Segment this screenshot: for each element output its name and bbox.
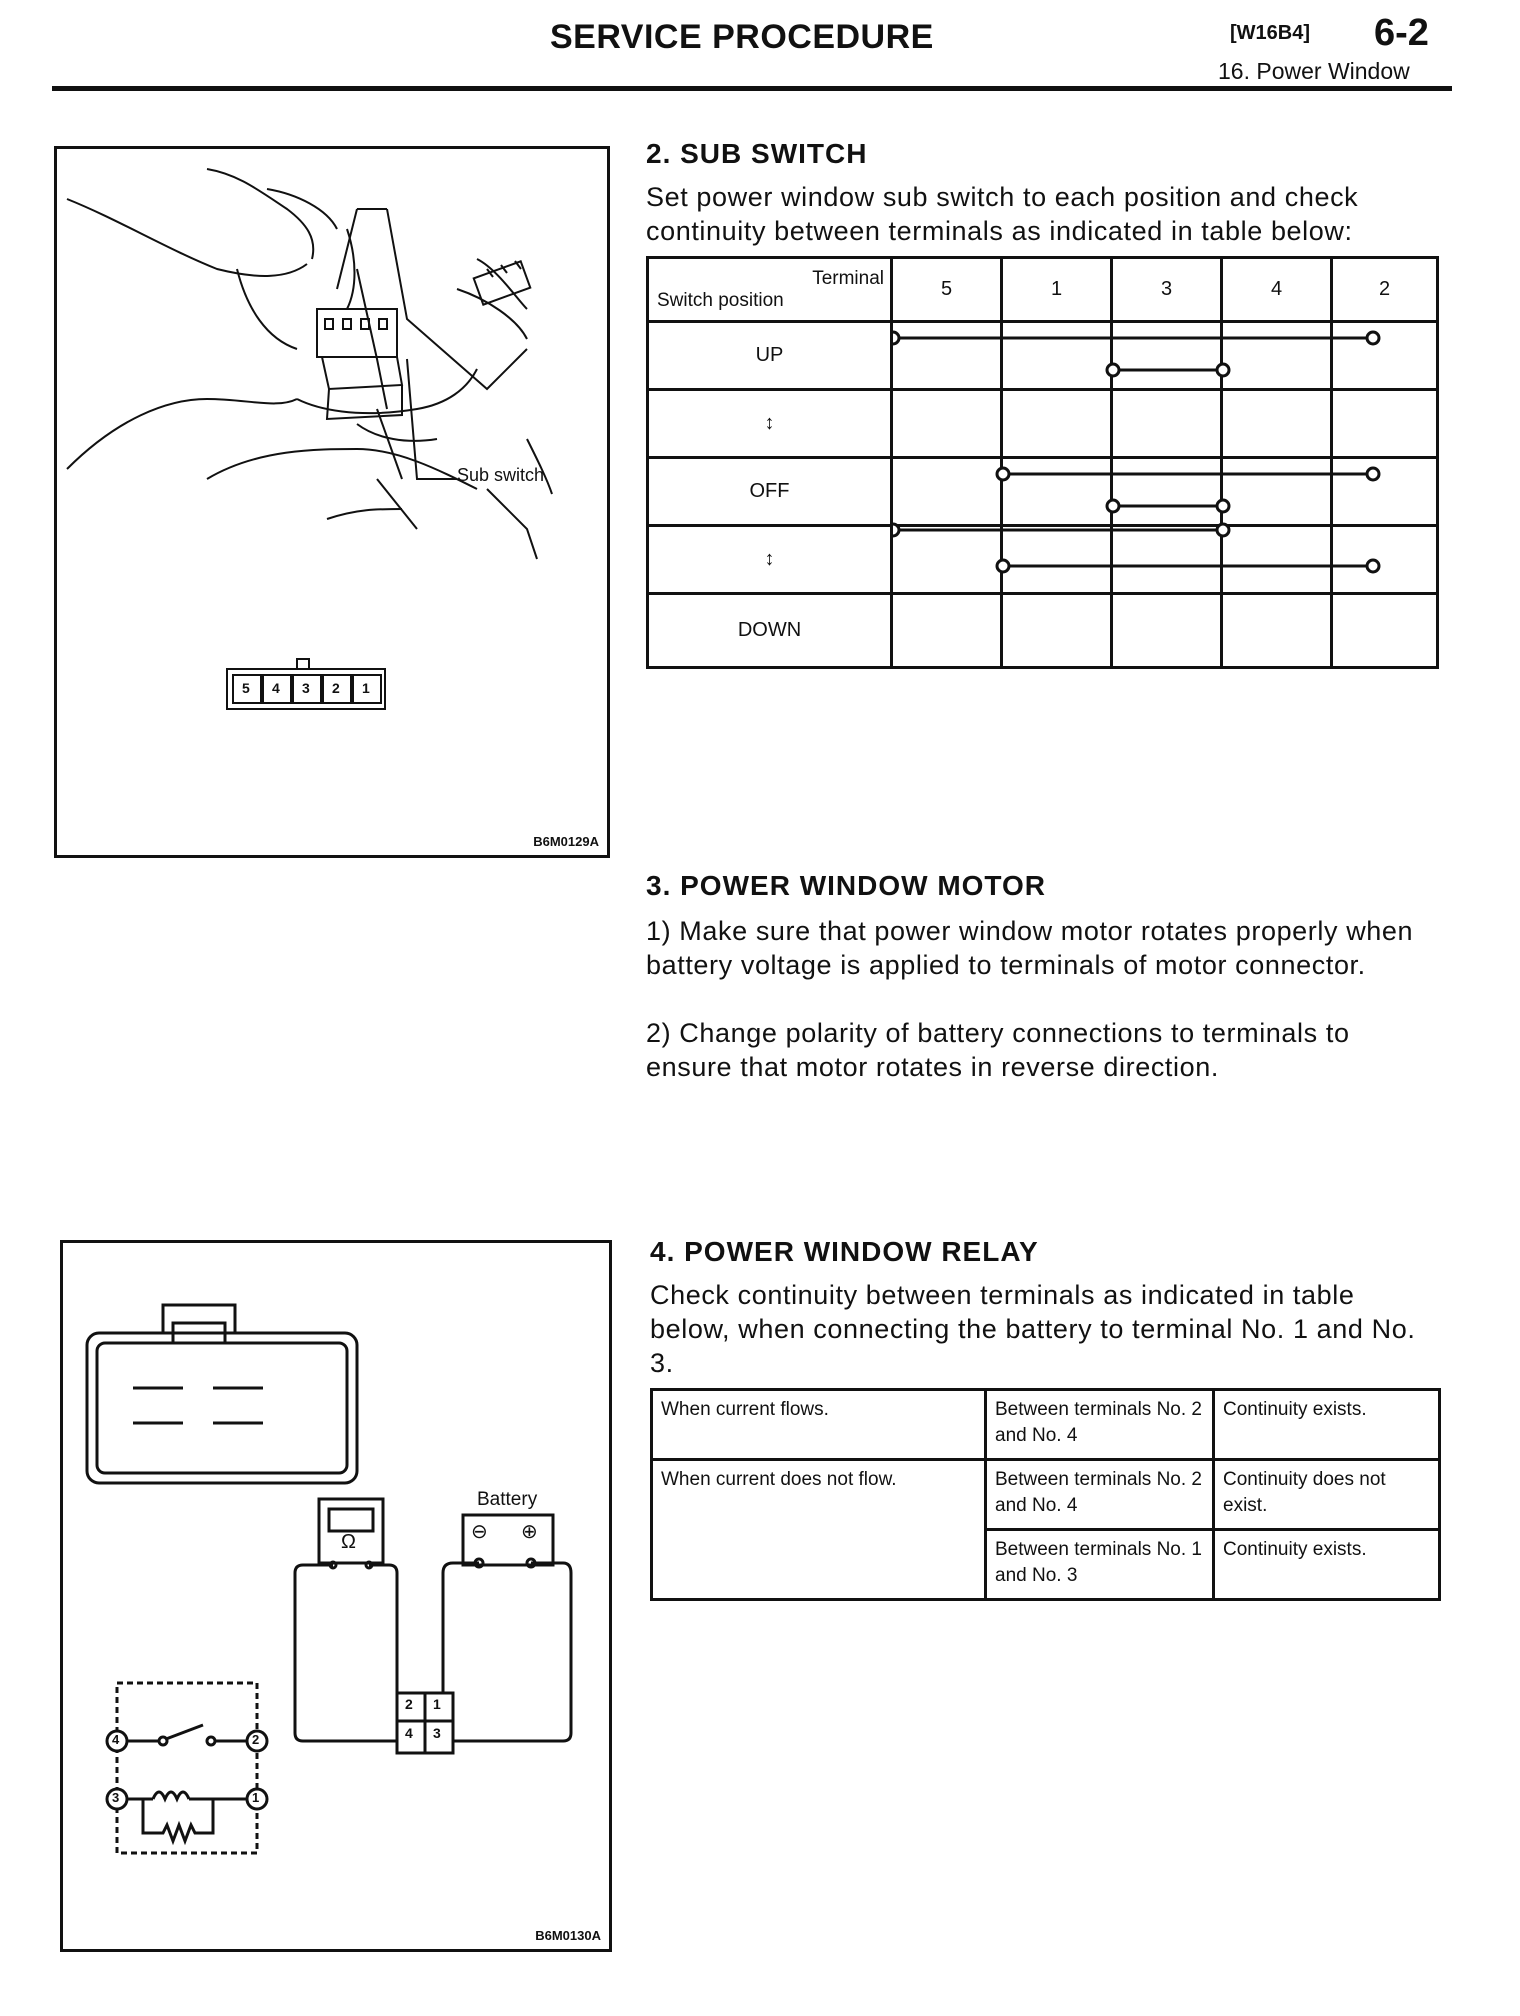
terminal-circle <box>893 332 899 344</box>
manual-code: [W16B4] <box>1230 22 1311 44</box>
page-number: 6-2 <box>1374 12 1429 54</box>
pin-label: 4 <box>272 680 280 696</box>
schematic-terminal-label: 3 <box>112 1790 120 1805</box>
figure-code: B6M0129A <box>533 834 599 849</box>
relay-result: Continuity exists. <box>1214 1530 1440 1600</box>
battery-minus: ⊖ <box>471 1521 488 1543</box>
pin-label: 2 <box>332 680 340 696</box>
terminal-header: 3 <box>1112 258 1222 322</box>
switch-position: OFF <box>648 458 892 526</box>
figure-relay-test <box>60 1240 612 1952</box>
terminal-circle <box>997 468 1009 480</box>
terminal-circle <box>1107 500 1119 512</box>
schematic-terminal-label: 2 <box>252 1732 260 1747</box>
terminal-circle <box>1107 364 1119 376</box>
ohm-symbol: Ω <box>341 1531 356 1553</box>
relay-condition: When current does not flow. <box>652 1460 986 1600</box>
terminal-circle <box>1217 524 1229 536</box>
switch-position: ↕ <box>648 526 892 594</box>
relay-pin-label: 4 <box>405 1725 413 1741</box>
section-2-body: Set power window sub switch to each position and check continuity between terminals as indicated in table below: <box>646 182 1359 246</box>
section-3-step-2: 2) Change polarity of battery connections to terminals to ensure that motor rotates in reverse direction. <box>646 1018 1350 1082</box>
section-4-title: 4. POWER WINDOW RELAY <box>650 1236 1039 1267</box>
connector-pin-labels <box>232 678 382 702</box>
relay-test-illustration <box>63 1243 609 1949</box>
battery-label: Battery <box>477 1489 538 1510</box>
figure-sub-switch <box>54 146 610 858</box>
relay-table <box>650 1388 1441 1601</box>
schematic-terminal-label: 1 <box>252 1790 260 1805</box>
section-3-title: 3. POWER WINDOW MOTOR <box>646 870 1047 901</box>
switch-position: ↕ <box>648 390 892 458</box>
relay-result: Continuity does not exist. <box>1214 1460 1440 1530</box>
relay-terminals: Between terminals No. 2 and No. 4 <box>986 1460 1214 1530</box>
terminal-circle <box>1367 468 1379 480</box>
page-subtitle: 16. Power Window <box>1218 58 1410 84</box>
table-corner-header <box>648 258 892 322</box>
relay-pin-label: 2 <box>405 1696 413 1712</box>
continuity-lines <box>893 322 1439 602</box>
relay-condition: When current flows. <box>652 1390 986 1460</box>
relay-pin-label: 1 <box>433 1696 441 1712</box>
section-4-body: Check continuity between terminals as indicated in table below, when connecting the battery to terminal No. 1 and No. 3. <box>650 1280 1416 1378</box>
figure-code: B6M0130A <box>535 1928 601 1943</box>
section-3-step-1: 1) Make sure that power window motor rotates properly when battery voltage is applied to terminals of motor connector. <box>646 916 1414 980</box>
header-rule <box>52 86 1452 91</box>
switch-position: DOWN <box>648 594 892 668</box>
pin-label: 1 <box>362 680 370 696</box>
battery-plus: ⊕ <box>521 1521 538 1543</box>
sub-switch-callout: Sub switch <box>457 465 545 485</box>
corner-position-label: Switch position <box>657 289 784 311</box>
terminal-header: 1 <box>1002 258 1112 322</box>
terminal-circle <box>997 560 1009 572</box>
sub-switch-illustration <box>57 149 607 855</box>
corner-terminal-label: Terminal <box>812 267 884 289</box>
switch-position: UP <box>648 322 892 390</box>
page-title: SERVICE PROCEDURE <box>550 18 934 56</box>
relay-pin-label: 3 <box>433 1725 441 1741</box>
terminal-circle <box>1217 364 1229 376</box>
pin-label: 3 <box>302 680 310 696</box>
schematic-terminal-label: 4 <box>112 1732 120 1747</box>
relay-terminals: Between terminals No. 2 and No. 4 <box>986 1390 1214 1460</box>
terminal-header: 2 <box>1332 258 1438 322</box>
terminal-circle <box>1367 560 1379 572</box>
terminal-circle <box>893 524 899 536</box>
terminal-header: 4 <box>1222 258 1332 322</box>
section-2-title: 2. SUB SWITCH <box>646 138 868 169</box>
terminal-circle <box>1217 500 1229 512</box>
terminal-circle <box>1367 332 1379 344</box>
terminal-header: 5 <box>892 258 1002 322</box>
relay-terminals: Between terminals No. 1 and No. 3 <box>986 1530 1214 1600</box>
pin-label: 5 <box>242 680 250 696</box>
relay-result: Continuity exists. <box>1214 1390 1440 1460</box>
